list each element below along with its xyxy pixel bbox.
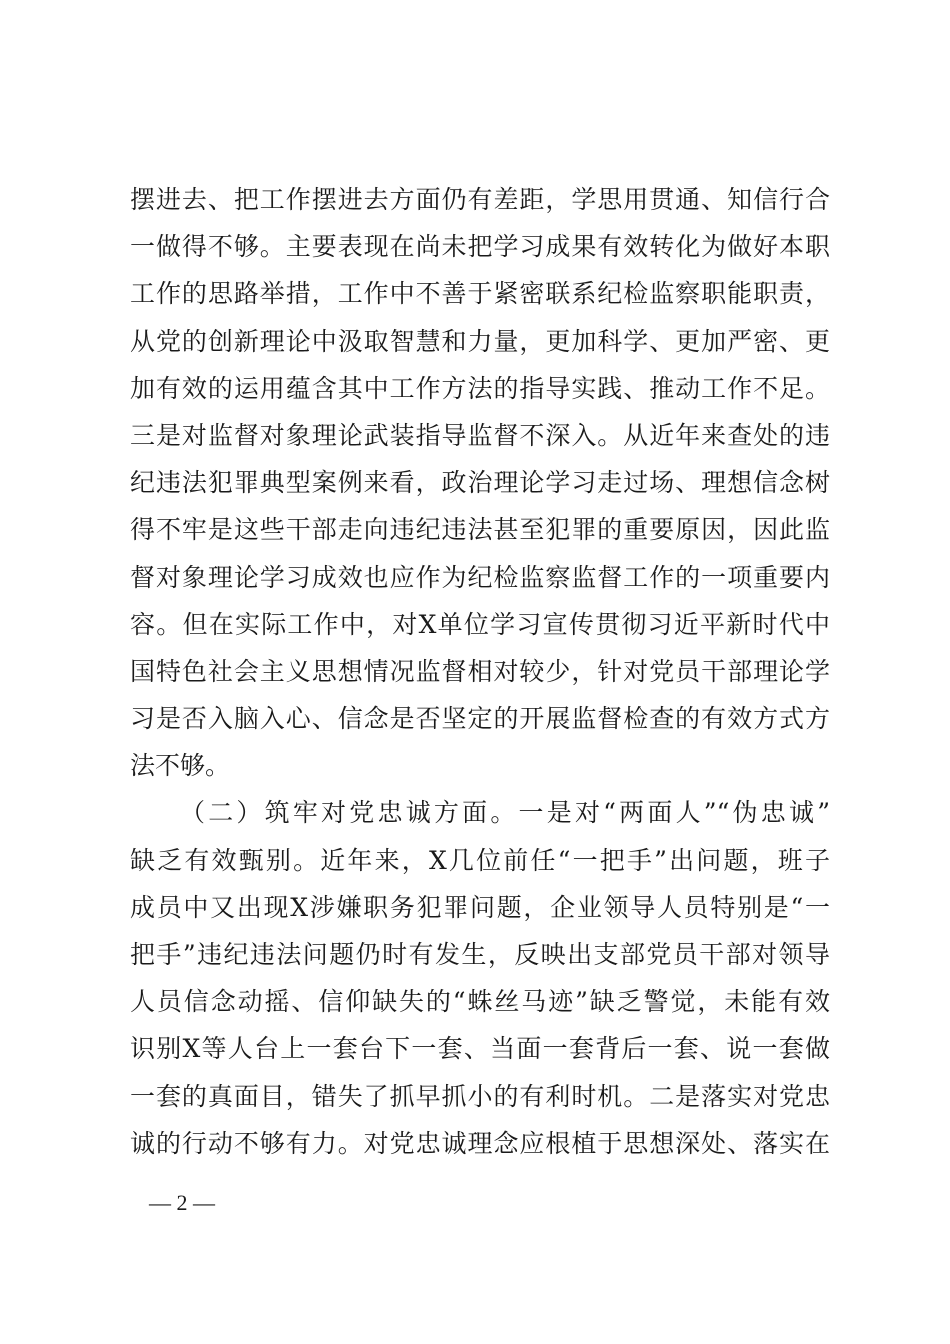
section-heading-line: （二）筑牢对党忠诚方面。一是对“两面人”“伪忠诚” xyxy=(180,798,830,828)
text-line: 诚的行动不够有力。对党忠诚理念应根植于思想深处、落实在 xyxy=(130,1128,830,1158)
text-line: 习是否入脑入心、信念是否坚定的开展监督检查的有效方式方 xyxy=(130,704,830,734)
text-line: 一套的真面目，错失了抓早抓小的有利时机。二是落实对党忠 xyxy=(130,1081,830,1111)
text-line: 从党的创新理论中汲取智慧和力量，更加科学、更加严密、更 xyxy=(130,326,830,356)
text-line: 把手”违纪违法问题仍时有发生，反映出支部党员干部对领导 xyxy=(130,940,830,969)
body-text xyxy=(130,176,830,1167)
text-line: 加有效的运用蕴含其中工作方法的指导实践、推动工作不足。 xyxy=(130,373,830,403)
text-line: 得不牢是这些干部走向违纪违法甚至犯罪的重要原因，因此监 xyxy=(130,515,830,545)
text-line: 成员中又出现X涉嫌职务犯罪问题，企业领导人员特别是“一 xyxy=(130,892,830,922)
text-line: 摆进去、把工作摆进去方面仍有差距，学思用贯通、知信行合 xyxy=(130,185,830,214)
page-number: — 2 — xyxy=(149,1190,215,1215)
text-line: 三是对监督对象理论武装指导监督不深入。从近年来查处的违 xyxy=(130,420,830,450)
text-line: 一做得不够。主要表现在尚未把学习成果有效转化为做好本职 xyxy=(130,232,830,262)
text-line: 纪违法犯罪典型案例来看，政治理论学习走过场、理想信念树 xyxy=(130,468,830,498)
text-line: 工作的思路举措，工作中不善于紧密联系纪检监察职能职责， xyxy=(130,279,830,309)
text-line: 法不够。 xyxy=(130,751,231,781)
text-line: 缺乏有效甄别。近年来，X几位前任“一把手”出问题，班子 xyxy=(130,845,830,875)
text-line: 识别X等人台上一套台下一套、当面一套背后一套、说一套做 xyxy=(130,1034,830,1064)
text-line: 人员信念动摇、信仰缺失的“蛛丝马迹”缺乏警觉，未能有效 xyxy=(130,987,830,1017)
text-line: 容。但在实际工作中，对X单位学习宣传贯彻习近平新时代中 xyxy=(130,609,830,639)
text-line: 国特色社会主义思想情况监督相对较少，针对党员干部理论学 xyxy=(130,656,830,686)
text-line: 督对象理论学习成效也应作为纪检监察监督工作的一项重要内 xyxy=(130,562,830,592)
